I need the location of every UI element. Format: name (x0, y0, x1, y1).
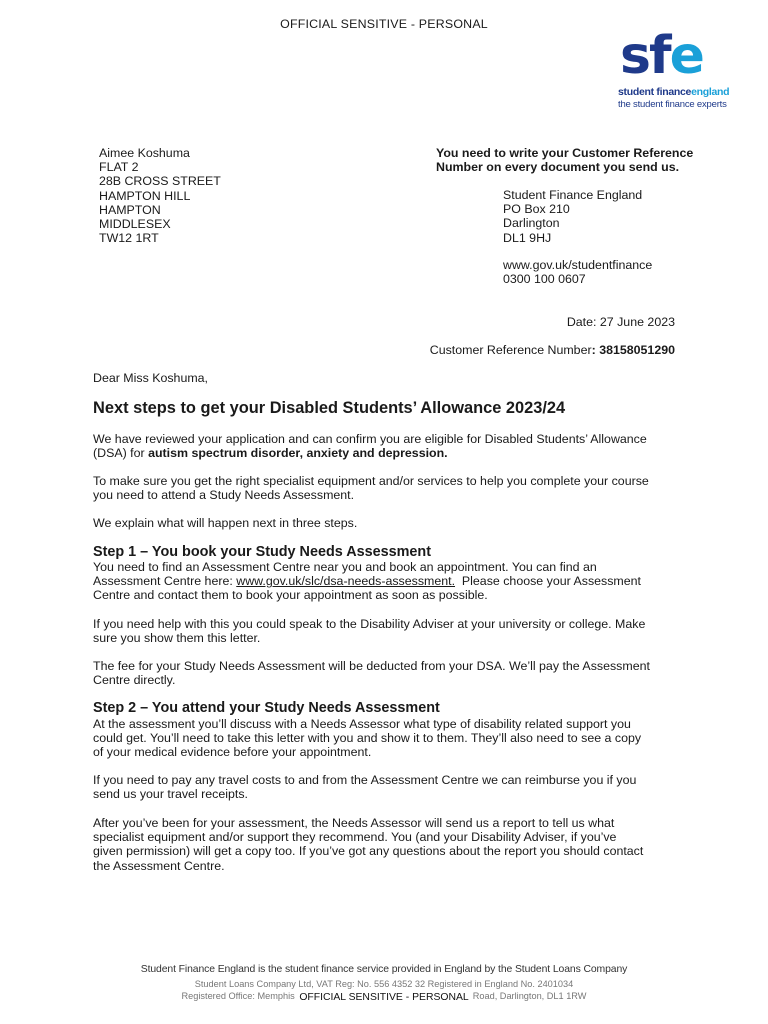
address-line: HAMPTON HILL (99, 188, 191, 203)
address-line: HAMPTON (99, 202, 161, 217)
classification-footer: OFFICIAL SENSITIVE - PERSONAL (299, 992, 469, 1003)
contact-details (503, 258, 652, 286)
customer-reference: Customer Reference Number: 38158051290 (429, 343, 675, 357)
specialist-paragraph: To make sure you get the right specialist equipment and/or services to help you complete your course you need to attend a Study Needs Assessment. (93, 474, 649, 503)
recipient-address (99, 146, 221, 245)
footer-line-2: Student Loans Company Ltd, VAT Reg: No. 556 4352 32 Registered in England No. 2401034 (194, 979, 574, 989)
logo-tagline: the student finance experts (618, 99, 727, 110)
dsa-needs-assessment-link[interactable]: www.gov.uk/slc/dsa-needs-assessment. (236, 574, 456, 589)
step2-heading: Step 2 – You attend your Study Needs Assessment (93, 700, 440, 716)
footer-line-3: Registered Office: Memphis Road, Darlington, DL1 1RW (181, 991, 587, 1001)
step1-fee-paragraph: The fee for your Study Needs Assessment will be deducted from your DSA. We’ll pay the Assessment Centre directly. (93, 659, 650, 688)
address-line: MIDDLESEX (99, 217, 171, 232)
salutation: Dear Miss Koshuma, (93, 371, 208, 385)
sfe-logo (616, 28, 736, 112)
address-line: FLAT 2 (99, 160, 139, 175)
three-steps-paragraph: We explain what will happen next in three steps. (93, 516, 358, 530)
letter-heading: Next steps to get your Disabled Students’ Allowance 2023/24 (93, 399, 566, 417)
footer-line-1: Student Finance England is the student finance service provided in England by the Student Loans Company (140, 964, 628, 975)
sender-address: Student Finance England PO Box 210 Darlington DL1 9HJ (503, 188, 643, 245)
step1-help-paragraph: If you need help with this you could speak to the Disability Adviser at your university or college. Make sure you show them this letter. (93, 617, 646, 646)
step1-paragraph: You need to find an Assessment Centre near you and book an appointment. You can find an Assessment Centre here: www.gov.uk/slc/dsa-needs-assessment. Please choose your Assessment Centre and contact them to book your appointment as soon as possible. (93, 560, 641, 603)
step1-heading: Step 1 – You book your Study Needs Assessment (93, 544, 432, 560)
reference-notice: You need to write your Customer Reference Number on every document you send us. (436, 146, 694, 175)
step2-report-paragraph: After you’ve been for your assessment, the Needs Assessor will send us a report to tell us what specialist equipment and/or support they recommend. You (and your Disability Adviser, if you’ve given permission) will get a copy too. If you’ve got any questions about the report you should contact the Assessment Centre. (93, 816, 644, 873)
step2-travel-paragraph: If you need to pay any travel costs to and from the Assessment Centre we can reimburse you if you send us your travel receipts. (93, 773, 637, 802)
classification-header: OFFICIAL SENSITIVE - PERSONAL (280, 17, 488, 31)
step2-assessment-paragraph: At the assessment you’ll discuss with a Needs Assessor what type of disability related support you could get. You’ll need to take this letter with you and show it to them. They’ll also need to see a copy of your medical evidence before your appointment. (93, 717, 642, 760)
letter-date: Date: 27 June 2023 (566, 315, 675, 329)
logo-name: student financeengland (618, 86, 730, 98)
website[interactable]: www.gov.uk/studentfinance (503, 258, 653, 272)
address-line: 28B CROSS STREET (99, 174, 221, 189)
address-line: TW12 1RT (99, 231, 159, 246)
intro-paragraph: We have reviewed your application and can confirm you are eligible for Disabled Students’ Allowance (DSA) for autism spectrum disorder, anxiety and depression. (93, 432, 647, 461)
address-line: Aimee Koshuma (99, 146, 190, 160)
logo-mark: sfe (620, 26, 703, 86)
phone-number: 0300 100 0607 (503, 272, 586, 287)
